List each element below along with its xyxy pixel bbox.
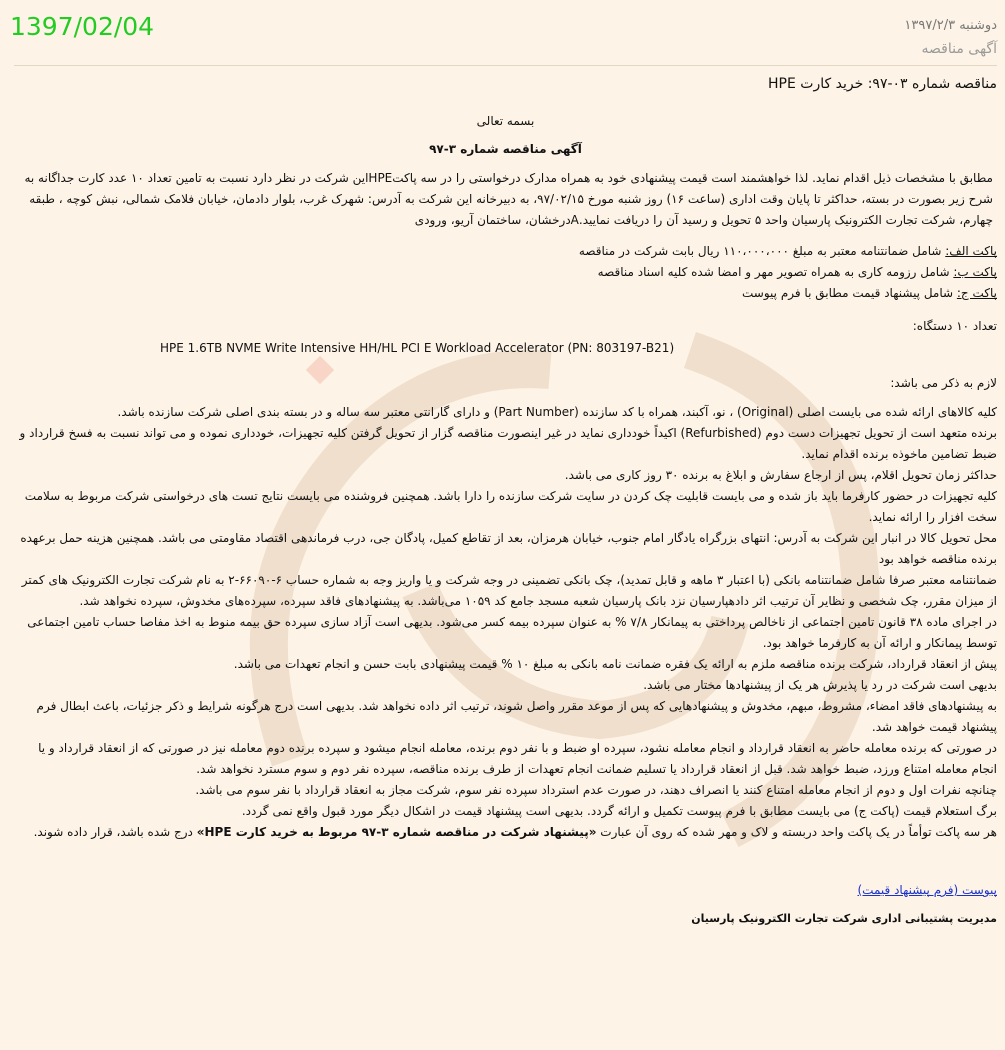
packet-text: شامل ضمانتنامه معتبر به مبلغ ۱۱۰،۰۰۰،۰۰۰ ریال بابت شرکت در مناقصه	[578, 244, 946, 258]
attachment-link[interactable]: پیوست (فرم پیشنهاد قیمت)	[857, 883, 997, 897]
packet-text: شامل پیشنهاد قیمت مطابق با فرم پیوست	[742, 286, 957, 300]
date-stamp: 1397/02/04	[10, 12, 155, 41]
intro-paragraph: مطابق با مشخصات ذیل اقدام نماید. لذا خواهشمند است قیمت پیشنهادی خود به همراه مدارک درخواستی را در سه پاکتHPEاین شرکت در نظر دارد نسبت به تامین تعداد ۱۰ عدد کارت جداگانه به شرح زیر بصورت در بسته، حداکثر تا پایان وقت اداری (ساعت ۱۶) روز شنبه مورخ ۹۷/۰۲/۱۵، به دبیرخانه این شرکت به آدرس: شهرک غرب، بلوار دادمان، خیابان فلامک شمالی، نبش کوچه ، طبقه چهارم، شرکت تجارت الکترونیک پارسیان واحد ۵ تحویل و رسید آن را دریافت نمایید.Aدرخشان، ساختمان آریو، ورودی	[24, 171, 993, 227]
conditions-list	[14, 402, 997, 843]
condition-item: حداکثر زمان تحویل اقلام، پس از ارجاع سفارش و ابلاغ به برنده ۳۰ روز کاری می باشد.	[564, 468, 997, 482]
condition-item: کلیه کالاهای ارائه شده می بایست اصلی (Original) ، نو، آکبند، همراه با کد سازنده (Part Number) و دارای گارانتی معتبر سه ساله و در بسته بندی اصلی شرکت سازنده باشد.	[117, 405, 997, 419]
condition-item: در اجرای ماده ۳۸ قانون تامین اجتماعی از ناخالص پرداختی به پیمانکار ۷/۸ % به عنوان سپرده بیمه کسر می‌شود. بدیهی است آزاد سازی سپرده حق بیمه منوط به اخذ مفاصا حساب تامین اجتماعی توسط پیمانکار و ارائه آن به کارفرما خواهد بود.	[27, 615, 997, 650]
condition-item: در صورتی که برنده معامله حاضر به انعقاد قرارداد و انجام معامله نشود، سپرده او ضبط و با نفر دوم برنده، معامله انجام میشود و سپرده برنده دوم معامله نیز در صورتی که از انعقاد قرارداد و یا انجام معامله امتناع ورزد، ضبط خواهد شد. قبل از انعقاد قرارداد یا تسلیم ضمانت انجام تعهدات از طرف برنده مناقصه، سپرده نفر دوم و سوم مسترد نخواهد شد.	[38, 741, 997, 776]
final-instruction-tail: درج شده باشد، قرار داده شوند.	[33, 825, 197, 839]
notice-kind: آگهی مناقصه	[921, 41, 997, 57]
product-spec: HPE 1.6TB NVME Write Intensive HH/HL PCI E Workload Accelerator (PN: 803197-B21)	[160, 341, 675, 355]
packet-item	[14, 241, 997, 262]
signature: مدیریت پشتیبانی اداری شرکت تجارت الکترونیک پارسیان	[691, 912, 997, 925]
condition-item: چنانچه نفرات اول و دوم از انجام معامله امتناع کنند یا انصراف دهند، در صورت عدم استرداد سپرده نفر سوم، شرکت مجاز به انعقاد قرارداد با نفر سوم می باشد.	[195, 783, 997, 797]
condition-item: پیش از انعقاد قرارداد، شرکت برنده مناقصه ملزم به ارائه یک فقره ضمانت نامه بانکی به مبلغ ۱۰ % قیمت پیشنهادی بابت حسن و انجام تعهدات می باشد.	[233, 657, 997, 671]
publish-date: دوشنبه ۱۳۹۷/۲/۳	[904, 18, 997, 33]
packet-text: شامل رزومه کاری به همراه تصویر مهر و امضا شده کلیه اسناد مناقصه	[597, 265, 954, 279]
packets-list	[14, 241, 997, 304]
condition-item: ضمانتنامه معتبر صرفا شامل ضمانتنامه بانکی (با اعتبار ۳ ماهه و قابل تمدید)، چک بانکی تضمینی در وجه شرکت و یا واریز وجه به شماره حساب ۶-۶۶۰۹۰-۲ به نام شرکت تجارت الکترونیک های کمتر از میزان مقرر، چک شخصی و نظایر آن ترتیب اثر دادهپارسیان نزد بانک پارسیان شعبه مسجد جامع کد ۱۰۵۹ می‌باشد. به پیشنهادهای فاقد سپرده، سپرده‌های مخدوش، سپرده نخواهد شد.	[21, 573, 997, 608]
envelope-label: «پیشنهاد شرکت در مناقصه شماره ۳-۹۷ مربوط به خرید کارت HPE»	[196, 825, 597, 839]
condition-item: بدیهی است شرکت در رد یا پذیرش هر یک از پیشنهادها مختار می باشد.	[643, 678, 997, 692]
condition-item: محل تحویل کالا در انبار این شرکت به آدرس: انتهای بزرگراه یادگار امام جنوب، خیابان هرمزان، بعد از تقاطع کمیل، پادگان جی، درب فرماندهی اقتصاد مقاومتی می باشد. همچنین هزینه حمل برعهده برنده مناقصه خواهد بود	[20, 531, 997, 566]
condition-item: به پیشنهادهای فاقد امضاء، مشروط، مبهم، مخدوش و پیشنهادهایی که پس از موعد مقرر واصل شوند، ترتیب اثر داده نخواهد شد. بدیهی است درج هرگونه شرایط و ذکر جزئیات، باعث ابطال فرم پیشنهاد قیمت خواهد شد.	[36, 699, 997, 734]
condition-item: برگ استعلام قیمت (پاکت ج) می بایست مطابق با فرم پیوست تکمیل و ارائه گردد. بدیهی است پیشنهاد قیمت در اشکال دیگر مورد قبول واقع نمی گردد.	[241, 804, 997, 818]
attachment	[14, 879, 997, 898]
notice-heading: آگهی مناقصه شماره ۳-۹۷	[429, 142, 582, 156]
packet-label: پاکت ب:	[953, 265, 997, 279]
tender-notice	[14, 14, 997, 925]
condition-item: برنده متعهد است از تحویل تجهیزات دست دوم (Refurbished) اکیداً خودداری نماید در غیر اینصورت مناقصه گزار از تحویل گرفتن کلیه تجهیزات، خودداری نموده و می تواند نسبت به فسخ قرارداد و ضبط تضامین ماخوذه برنده اقدام نماید.	[19, 426, 997, 461]
final-instruction-text: هر سه پاکت توأماً در یک پاکت واحد دربسته و لاک و مهر شده که روی آن عبارت	[596, 825, 997, 839]
count-label: تعداد ۱۰ دستگاه:	[912, 319, 997, 333]
notes-heading: لازم به ذکر می باشد:	[890, 376, 997, 390]
condition-item: کلیه تجهیزات در حضور کارفرما باید باز شده و می بایست قابلیت چک کردن در سایت شرکت سازنده را دارا باشد. همچنین فروشنده می بایست نتایج تست های درخواستی شرکت مربوط به سلامت سخت افزار را ارائه نماید.	[24, 489, 997, 524]
page-title: مناقصه شماره ۰۳-۹۷: خرید کارت HPE	[768, 76, 997, 92]
final-instruction	[14, 822, 997, 843]
packet-label: پاکت ج:	[956, 286, 997, 300]
packet-label: پاکت الف:	[945, 244, 997, 258]
packet-item	[14, 283, 997, 304]
packet-item	[14, 262, 997, 283]
basmala: بسمه تعالی	[476, 114, 535, 128]
divider	[14, 65, 997, 66]
